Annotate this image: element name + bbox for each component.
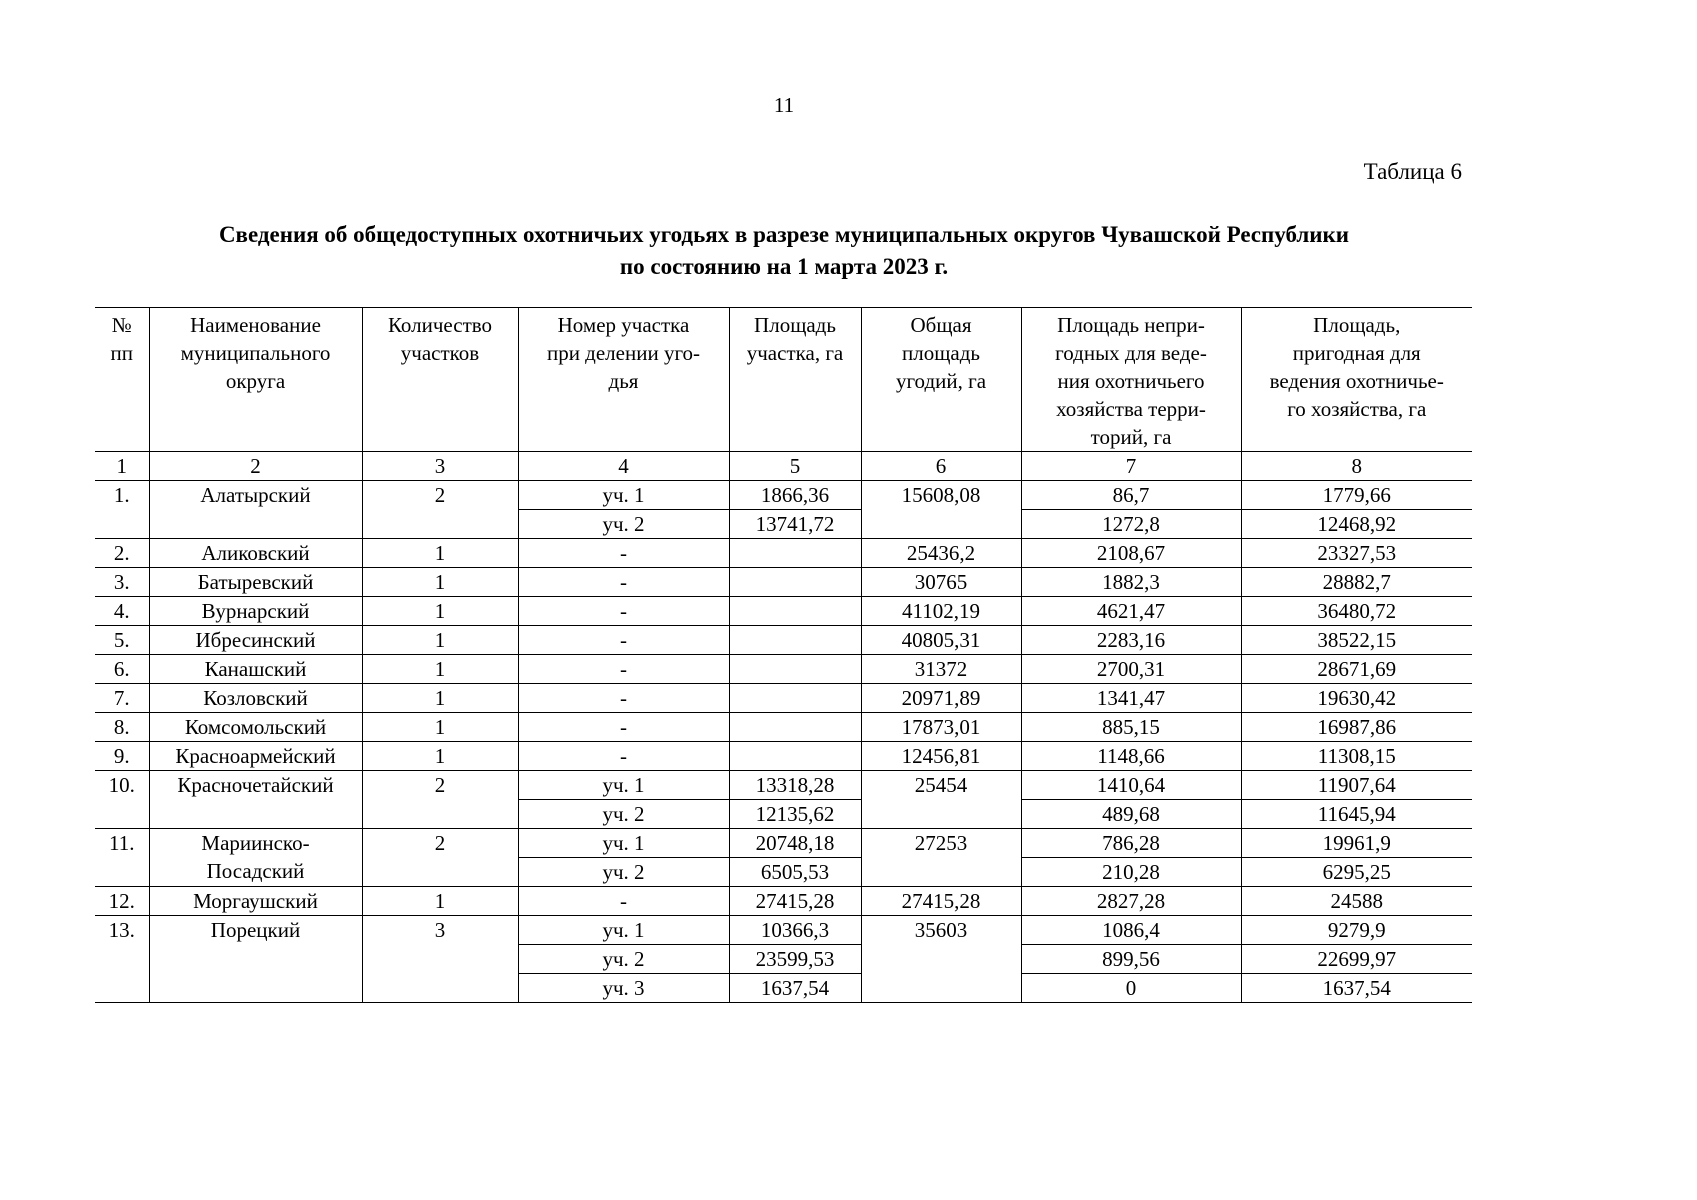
plot-area xyxy=(729,742,861,771)
cell-text-line: участков xyxy=(400,341,480,365)
cell-text-line: Порецкий xyxy=(210,918,301,942)
suitable-area: 23327,53 xyxy=(1241,539,1472,568)
total-area: 20971,89 xyxy=(861,684,1021,713)
unsuitable-area: 1148,66 xyxy=(1021,742,1241,771)
suitable-area: 11308,15 xyxy=(1241,742,1472,771)
column-number: 4 xyxy=(518,452,729,481)
unsuitable-area: 2700,31 xyxy=(1021,655,1241,684)
column-number: 5 xyxy=(729,452,861,481)
unsuitable-area: 899,56 xyxy=(1021,945,1241,974)
cell-text-line: при делении уго- xyxy=(546,341,701,365)
total-area: 40805,31 xyxy=(861,626,1021,655)
unsuitable-area: 0 xyxy=(1021,974,1241,1003)
plot-number: - xyxy=(518,887,729,916)
table-row xyxy=(95,887,1472,916)
header-total-area xyxy=(861,308,1021,452)
table-header-row xyxy=(95,308,1472,452)
municipality-name xyxy=(149,626,362,655)
municipality-name xyxy=(149,916,362,1003)
suitable-area: 22699,97 xyxy=(1241,945,1472,974)
plot-number: - xyxy=(518,568,729,597)
unsuitable-area: 1410,64 xyxy=(1021,771,1241,800)
suitable-area: 28882,7 xyxy=(1241,568,1472,597)
cell-text-line: торий, га xyxy=(1090,425,1172,449)
table-row xyxy=(95,829,1472,858)
table-row xyxy=(95,916,1472,945)
plot-area: 13741,72 xyxy=(729,510,861,539)
row-number: 12. xyxy=(95,887,149,916)
plot-number: уч. 2 xyxy=(518,800,729,829)
column-number: 3 xyxy=(362,452,518,481)
cell-text-line: Номер участка xyxy=(557,313,690,337)
total-area: 30765 xyxy=(861,568,1021,597)
plot-area xyxy=(729,684,861,713)
plot-count: 1 xyxy=(362,713,518,742)
plot-count: 3 xyxy=(362,916,518,1003)
column-number: 8 xyxy=(1241,452,1472,481)
suitable-area: 11645,94 xyxy=(1241,800,1472,829)
municipality-name xyxy=(149,481,362,539)
unsuitable-area: 2283,16 xyxy=(1021,626,1241,655)
table-row xyxy=(95,597,1472,626)
column-number-row xyxy=(95,452,1472,481)
column-number: 6 xyxy=(861,452,1021,481)
cell-text-line: Моргаушский xyxy=(193,889,318,913)
cell-text-line: Батыревский xyxy=(197,570,314,594)
unsuitable-area: 1341,47 xyxy=(1021,684,1241,713)
plot-number: уч. 1 xyxy=(518,916,729,945)
table-row xyxy=(95,742,1472,771)
table-row xyxy=(95,626,1472,655)
column-number: 2 xyxy=(149,452,362,481)
unsuitable-area: 489,68 xyxy=(1021,800,1241,829)
plot-number: - xyxy=(518,742,729,771)
plot-area xyxy=(729,597,861,626)
column-number: 7 xyxy=(1021,452,1241,481)
plot-number: - xyxy=(518,684,729,713)
unsuitable-area: 1272,8 xyxy=(1021,510,1241,539)
cell-text-line: № xyxy=(111,313,132,337)
plot-area: 23599,53 xyxy=(729,945,861,974)
row-number: 8. xyxy=(95,713,149,742)
cell-text-line: пп xyxy=(110,341,133,365)
plot-area: 1866,36 xyxy=(729,481,861,510)
plot-area xyxy=(729,626,861,655)
plot-area xyxy=(729,568,861,597)
municipality-name xyxy=(149,539,362,568)
total-area: 31372 xyxy=(861,655,1021,684)
row-number: 11. xyxy=(95,829,149,887)
plot-area xyxy=(729,713,861,742)
cell-text-line: Наименование xyxy=(190,313,321,337)
suitable-area: 19961,9 xyxy=(1241,829,1472,858)
plot-number: уч. 1 xyxy=(518,771,729,800)
cell-text-line: участка, га xyxy=(746,341,844,365)
cell-text-line: пригодная для xyxy=(1292,341,1421,365)
total-area: 41102,19 xyxy=(861,597,1021,626)
cell-text-line: Красночетайский xyxy=(177,773,334,797)
row-number: 6. xyxy=(95,655,149,684)
municipality-name xyxy=(149,655,362,684)
plot-number: - xyxy=(518,713,729,742)
suitable-area: 9279,9 xyxy=(1241,916,1472,945)
unsuitable-area: 1882,3 xyxy=(1021,568,1241,597)
suitable-area: 1779,66 xyxy=(1241,481,1472,510)
plot-number: - xyxy=(518,626,729,655)
plot-area: 20748,18 xyxy=(729,829,861,858)
row-number: 2. xyxy=(95,539,149,568)
total-area: 27415,28 xyxy=(861,887,1021,916)
total-area: 12456,81 xyxy=(861,742,1021,771)
cell-text-line: муниципального xyxy=(180,341,331,365)
cell-text-line: Мариинско- xyxy=(201,831,310,855)
unsuitable-area: 1086,4 xyxy=(1021,916,1241,945)
plot-number: уч. 1 xyxy=(518,829,729,858)
header-unsuitable-area xyxy=(1021,308,1241,452)
suitable-area: 16987,86 xyxy=(1241,713,1472,742)
plot-area: 27415,28 xyxy=(729,887,861,916)
total-area: 25454 xyxy=(861,771,1021,829)
suitable-area: 12468,92 xyxy=(1241,510,1472,539)
unsuitable-area: 4621,47 xyxy=(1021,597,1241,626)
municipality-name xyxy=(149,771,362,829)
cell-text-line: годных для веде- xyxy=(1055,341,1207,365)
title-line-2: по состоянию на 1 марта 2023 г. xyxy=(619,254,949,279)
header-plot-count xyxy=(362,308,518,452)
unsuitable-area: 786,28 xyxy=(1021,829,1241,858)
row-number: 5. xyxy=(95,626,149,655)
column-number: 1 xyxy=(95,452,149,481)
cell-text-line: Аликовский xyxy=(201,541,310,565)
total-area: 25436,2 xyxy=(861,539,1021,568)
plot-number: уч. 1 xyxy=(518,481,729,510)
unsuitable-area: 885,15 xyxy=(1021,713,1241,742)
cell-text-line: хозяйства терри- xyxy=(1056,397,1206,421)
unsuitable-area: 2108,67 xyxy=(1021,539,1241,568)
table-row xyxy=(95,684,1472,713)
header-suitable-area xyxy=(1241,308,1472,452)
cell-text-line: Вурнарский xyxy=(201,599,310,623)
plot-area: 13318,28 xyxy=(729,771,861,800)
cell-text-line: Канашский xyxy=(204,657,307,681)
suitable-area: 28671,69 xyxy=(1241,655,1472,684)
row-number: 9. xyxy=(95,742,149,771)
plot-count: 1 xyxy=(362,597,518,626)
plot-number: - xyxy=(518,539,729,568)
plot-count: 1 xyxy=(362,568,518,597)
suitable-area: 6295,25 xyxy=(1241,858,1472,887)
suitable-area: 24588 xyxy=(1241,887,1472,916)
title-line-1: Сведения об общедоступных охотничьих угодьях в разрезе муниципальных округов Чувашской Республики xyxy=(218,222,1350,247)
suitable-area: 1637,54 xyxy=(1241,974,1472,1003)
cell-text-line: Общая xyxy=(910,313,972,337)
plot-number: уч. 3 xyxy=(518,974,729,1003)
municipality-name xyxy=(149,829,362,887)
municipality-name xyxy=(149,597,362,626)
cell-text-line: угодий, га xyxy=(895,369,987,393)
total-area: 35603 xyxy=(861,916,1021,1003)
plot-count: 2 xyxy=(362,771,518,829)
plot-area: 6505,53 xyxy=(729,858,861,887)
cell-text-line: Площадь непри- xyxy=(1057,313,1205,337)
plot-number: - xyxy=(518,655,729,684)
row-number: 13. xyxy=(95,916,149,1003)
header-plot-area xyxy=(729,308,861,452)
total-area: 27253 xyxy=(861,829,1021,887)
table-body xyxy=(95,481,1472,1003)
suitable-area: 38522,15 xyxy=(1241,626,1472,655)
plot-number: - xyxy=(518,597,729,626)
table-row xyxy=(95,568,1472,597)
cell-text-line: Количество xyxy=(387,313,493,337)
municipality-name xyxy=(149,887,362,916)
table-row xyxy=(95,713,1472,742)
total-area: 15608,08 xyxy=(861,481,1021,539)
plot-count: 1 xyxy=(362,684,518,713)
row-number: 1. xyxy=(95,481,149,539)
plot-number: уч. 2 xyxy=(518,510,729,539)
plot-number: уч. 2 xyxy=(518,858,729,887)
cell-text-line: ведения охотничье- xyxy=(1269,369,1444,393)
header-number xyxy=(95,308,149,452)
municipality-name xyxy=(149,742,362,771)
cell-text-line: Алатырский xyxy=(200,483,311,507)
plot-count: 1 xyxy=(362,626,518,655)
table-caption: Таблица 6 xyxy=(1363,159,1462,184)
cell-text-line: Козловский xyxy=(203,686,308,710)
row-number: 10. xyxy=(95,771,149,829)
plot-count: 1 xyxy=(362,887,518,916)
suitable-area: 19630,42 xyxy=(1241,684,1472,713)
plot-count: 1 xyxy=(362,539,518,568)
cell-text-line: округа xyxy=(225,369,286,393)
cell-text-line: площадь xyxy=(902,341,980,365)
cell-text-line: ния охотничьего xyxy=(1057,369,1205,393)
table-row xyxy=(95,655,1472,684)
unsuitable-area: 2827,28 xyxy=(1021,887,1241,916)
municipality-name xyxy=(149,713,362,742)
cell-text-line: Посадский xyxy=(206,859,305,883)
plot-area xyxy=(729,655,861,684)
cell-text-line: Площадь, xyxy=(1313,313,1401,337)
plot-area: 1637,54 xyxy=(729,974,861,1003)
plot-count: 1 xyxy=(362,655,518,684)
plot-count: 2 xyxy=(362,829,518,887)
cell-text-line: Красноармейский xyxy=(175,744,336,768)
plot-count: 1 xyxy=(362,742,518,771)
cell-text-line: го хозяйства, га xyxy=(1287,397,1427,421)
suitable-area: 11907,64 xyxy=(1241,771,1472,800)
plot-area xyxy=(729,539,861,568)
row-number: 4. xyxy=(95,597,149,626)
plot-area: 10366,3 xyxy=(729,916,861,945)
page-number: 11 xyxy=(773,93,795,117)
hunting-grounds-table xyxy=(95,307,1472,1003)
cell-text-line: Площадь xyxy=(754,313,836,337)
cell-text-line: дья xyxy=(608,369,639,393)
header-municipality-name xyxy=(149,308,362,452)
unsuitable-area: 86,7 xyxy=(1021,481,1241,510)
cell-text-line: Ибресинский xyxy=(195,628,316,652)
document-title xyxy=(0,219,1568,283)
municipality-name xyxy=(149,684,362,713)
row-number: 7. xyxy=(95,684,149,713)
table-row xyxy=(95,481,1472,510)
table-row xyxy=(95,771,1472,800)
total-area: 17873,01 xyxy=(861,713,1021,742)
cell-text-line: Комсомольский xyxy=(184,715,327,739)
plot-area: 12135,62 xyxy=(729,800,861,829)
unsuitable-area: 210,28 xyxy=(1021,858,1241,887)
municipality-name xyxy=(149,568,362,597)
header-plot-number xyxy=(518,308,729,452)
plot-count: 2 xyxy=(362,481,518,539)
suitable-area: 36480,72 xyxy=(1241,597,1472,626)
table-row xyxy=(95,539,1472,568)
plot-number: уч. 2 xyxy=(518,945,729,974)
row-number: 3. xyxy=(95,568,149,597)
